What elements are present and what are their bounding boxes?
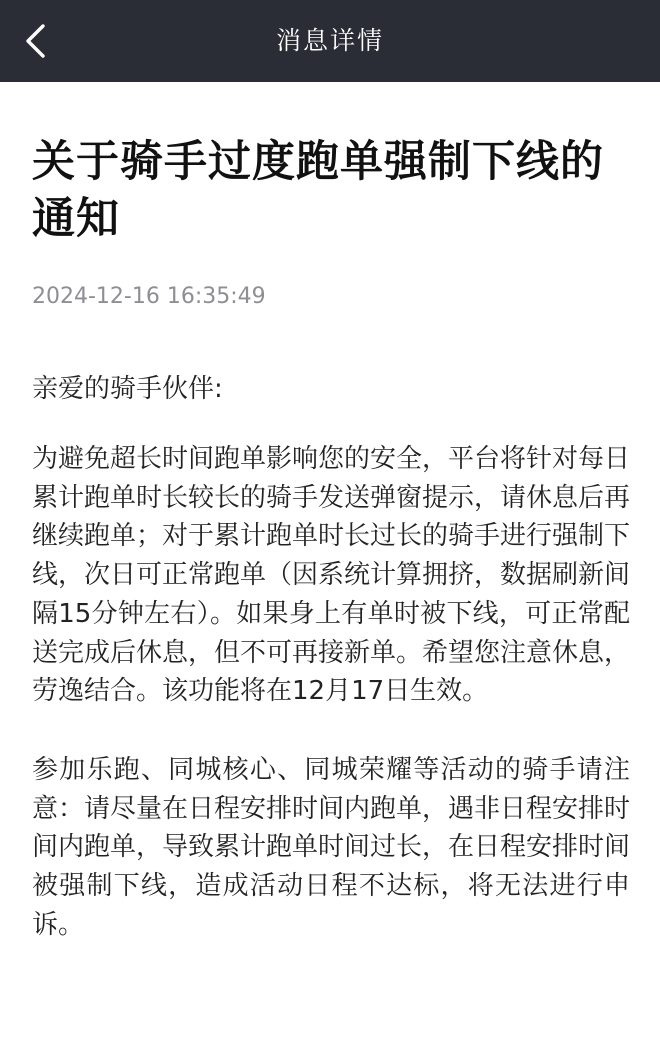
back-button[interactable] <box>8 13 64 69</box>
page-title: 消息详情 <box>275 26 384 55</box>
article-paragraph: 为避免超长时间跑单影响您的安全，平台将针对每日累计跑单时长较长的骑手发送弹窗提示，请休息后再继续跑单；对于累计跑单时长过长的骑手进行强制下线，次日可正常跑单（因系统计算拥挤，数据刷新间隔15分钟左右）。如果身上有单时被下线，可正常配送完成后休息，但不可再接新单。希望您注意休息，劳逸结合。该功能将在12月17日生效。 <box>32 444 631 707</box>
article-greeting: 亲爱的骑手伙伴: <box>32 374 223 404</box>
article-timestamp: 2024-12-16 16:35:49 <box>32 284 266 309</box>
chevron-left-icon <box>21 23 51 59</box>
header-bar <box>0 0 660 82</box>
article-title: 关于骑手过度跑单强制下线的通知 <box>32 137 604 244</box>
message-content <box>0 134 660 944</box>
article-paragraph: 参加乐跑、同城核心、同城荣耀等活动的骑手请注意：请尽量在日程安排时间内跑单，遇非日程安排时间内跑单，导致累计跑单时间过长，在日程安排时间被强制下线，造成活动日程不达标，将无法进行申诉。 <box>32 754 631 940</box>
